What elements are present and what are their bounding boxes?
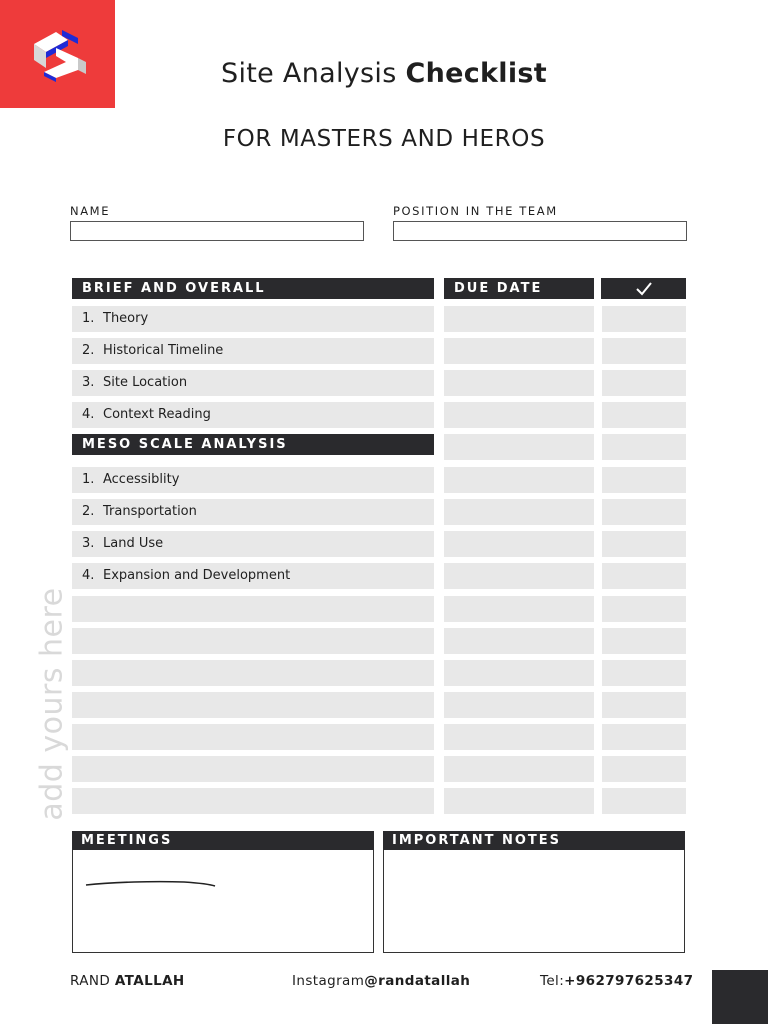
due-date-cell[interactable] [444, 596, 594, 622]
task-cell[interactable] [72, 499, 434, 525]
important-notes-header: IMPORTANT NOTES [383, 831, 685, 851]
due-date-cell[interactable] [444, 756, 594, 782]
check-column-header [601, 278, 686, 299]
due-date-cell[interactable] [444, 434, 594, 460]
task-cell[interactable] [72, 692, 434, 718]
check-cell[interactable] [602, 499, 686, 525]
tel-number: +962797625347 [564, 973, 694, 989]
item-number: 2. [82, 504, 95, 519]
brand-logo [0, 0, 115, 108]
page-title [0, 58, 768, 89]
section-header-meso: MESO SCALE ANALYSIS [72, 434, 434, 455]
task-cell[interactable] [72, 724, 434, 750]
footer-author [70, 973, 185, 989]
footer-tel [540, 973, 693, 989]
due-date-cell[interactable] [444, 660, 594, 686]
task-cell[interactable] [72, 338, 434, 364]
due-date-cell[interactable] [444, 370, 594, 396]
item-label: Accessiblity [103, 472, 180, 487]
important-notes-box[interactable] [383, 850, 685, 953]
task-cell[interactable] [72, 596, 434, 622]
item-label: Context Reading [103, 407, 211, 422]
tel-prefix: Tel: [540, 973, 565, 989]
item-number: 3. [82, 375, 95, 390]
task-cell[interactable] [72, 370, 434, 396]
handwritten-stroke-icon [84, 878, 218, 890]
check-cell[interactable] [602, 434, 686, 460]
author-first-name: RAND [70, 973, 111, 989]
position-field[interactable] [393, 221, 687, 241]
checkmark-icon [635, 281, 653, 296]
page-subtitle: FOR MASTERS AND HEROS [222, 126, 546, 152]
due-date-header: DUE DATE [444, 278, 594, 299]
task-cell[interactable] [72, 467, 434, 493]
position-label: POSITION IN THE TEAM [393, 204, 558, 218]
task-cell[interactable] [72, 660, 434, 686]
meetings-header: MEETINGS [72, 831, 374, 851]
item-label: Historical Timeline [103, 343, 224, 358]
section-header-brief: BRIEF AND OVERALL [72, 278, 434, 299]
task-cell[interactable] [72, 563, 434, 589]
due-date-cell[interactable] [444, 692, 594, 718]
task-cell[interactable] [72, 788, 434, 814]
instagram-handle[interactable]: @randatallah [364, 973, 471, 989]
check-cell[interactable] [602, 596, 686, 622]
due-date-cell[interactable] [444, 628, 594, 654]
check-cell[interactable] [602, 660, 686, 686]
item-label: Site Location [103, 375, 188, 390]
due-date-cell[interactable] [444, 724, 594, 750]
due-date-cell[interactable] [444, 563, 594, 589]
due-date-cell[interactable] [444, 531, 594, 557]
title-regular: Site Analysis [221, 58, 397, 89]
check-cell[interactable] [602, 724, 686, 750]
item-number: 2. [82, 343, 95, 358]
name-field[interactable] [70, 221, 364, 241]
check-cell[interactable] [602, 628, 686, 654]
item-label: Transportation [103, 504, 197, 519]
meetings-box[interactable] [72, 850, 374, 953]
check-cell[interactable] [602, 563, 686, 589]
due-date-cell[interactable] [444, 788, 594, 814]
item-number: 3. [82, 536, 95, 551]
corner-block [712, 970, 768, 1024]
item-number: 1. [82, 311, 95, 326]
task-cell[interactable] [72, 306, 434, 332]
name-label: NAME [70, 204, 111, 218]
item-number: 4. [82, 568, 95, 583]
check-cell[interactable] [602, 306, 686, 332]
check-cell[interactable] [602, 467, 686, 493]
instagram-prefix: Instagram [292, 973, 365, 989]
task-cell[interactable] [72, 628, 434, 654]
title-bold: Checklist [405, 58, 547, 89]
check-cell[interactable] [602, 756, 686, 782]
check-cell[interactable] [602, 692, 686, 718]
due-date-cell[interactable] [444, 306, 594, 332]
check-cell[interactable] [602, 370, 686, 396]
item-label: Expansion and Development [103, 568, 291, 583]
task-cell[interactable] [72, 756, 434, 782]
check-cell[interactable] [602, 531, 686, 557]
check-cell[interactable] [602, 338, 686, 364]
author-last-name: ATALLAH [114, 973, 185, 989]
item-label: Theory [103, 311, 149, 326]
due-date-cell[interactable] [444, 338, 594, 364]
due-date-cell[interactable] [444, 499, 594, 525]
item-number: 4. [82, 407, 95, 422]
item-label: Land Use [103, 536, 164, 551]
footer-instagram [292, 973, 470, 989]
due-date-cell[interactable] [444, 467, 594, 493]
item-number: 1. [82, 472, 95, 487]
check-cell[interactable] [602, 402, 686, 428]
task-cell[interactable] [72, 402, 434, 428]
task-cell[interactable] [72, 531, 434, 557]
add-yours-here-text: add yours here [34, 587, 70, 821]
due-date-cell[interactable] [444, 402, 594, 428]
check-cell[interactable] [602, 788, 686, 814]
